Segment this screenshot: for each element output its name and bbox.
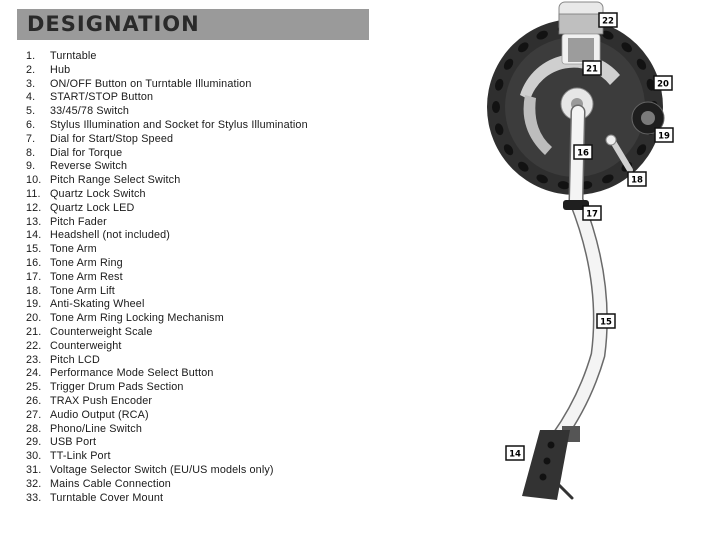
callout-21 <box>583 61 601 75</box>
item-label: TRAX Push Encoder <box>50 394 153 407</box>
item-label: Turntable Cover Mount <box>50 491 164 504</box>
item-number: 1. <box>26 50 36 62</box>
item-number: 7. <box>26 132 36 145</box>
callout-18 <box>628 172 646 186</box>
callout-17 <box>583 206 601 220</box>
item-label: Tone Arm <box>50 243 97 256</box>
designation-item <box>26 216 308 230</box>
item-label: Dial for Start/Stop Speed <box>50 132 174 145</box>
item-number: 18. <box>26 284 42 297</box>
item-number: 22. <box>26 339 42 352</box>
item-label: Hub <box>50 63 71 76</box>
callout-15 <box>597 314 615 328</box>
designation-item <box>26 423 308 437</box>
item-label: ON/OFF Button on Turntable Illumination <box>50 77 252 90</box>
item-number: 27. <box>26 408 42 421</box>
designation-item <box>26 160 308 174</box>
callout-22 <box>599 13 617 27</box>
item-number: 15. <box>26 243 42 256</box>
designation-item <box>26 147 308 161</box>
item-number: 25. <box>26 381 42 394</box>
callout-14 <box>506 446 524 460</box>
callout-16 <box>574 145 592 159</box>
designation-item <box>26 188 308 202</box>
designation-item <box>26 133 308 147</box>
designation-item <box>26 174 308 188</box>
item-number: 17. <box>26 270 42 283</box>
item-number: 8. <box>26 146 36 159</box>
item-number: 16. <box>26 256 42 269</box>
item-number: 3. <box>26 77 36 90</box>
item-label: Reverse Switch <box>50 160 128 173</box>
designation-item <box>26 285 308 299</box>
item-label: Stylus Illumination and Socket for Stylus Illumination <box>50 118 308 131</box>
item-label: TT-Link Port <box>50 450 111 463</box>
designation-item <box>26 271 308 285</box>
item-label: Counterweight Scale <box>50 325 153 338</box>
item-number: 30. <box>26 450 42 463</box>
designation-item <box>26 436 308 450</box>
item-number: 31. <box>26 463 42 476</box>
designation-item <box>26 409 308 423</box>
item-number: 20. <box>26 312 42 325</box>
item-label: Pitch LCD <box>50 353 100 366</box>
svg-text:20: 20 <box>657 79 669 90</box>
svg-text:16: 16 <box>577 148 589 159</box>
designation-item <box>26 64 308 78</box>
tone-arm-diagram <box>470 0 720 536</box>
callout-19 <box>655 128 673 142</box>
item-label: Trigger Drum Pads Section <box>50 381 184 394</box>
svg-text:19: 19 <box>658 131 670 142</box>
item-label: Counterweight <box>50 339 122 352</box>
item-number: 19. <box>26 298 42 311</box>
item-label: Quartz Lock Switch <box>50 187 146 200</box>
item-label: Tone Arm Ring <box>50 256 123 269</box>
designation-item <box>26 298 308 312</box>
item-label: Audio Output (RCA) <box>50 408 149 421</box>
designation-item <box>26 354 308 368</box>
item-label: Voltage Selector Switch (EU/US models only) <box>50 463 274 476</box>
designation-item <box>26 326 308 340</box>
designation-item <box>26 450 308 464</box>
designation-item <box>26 464 308 478</box>
designation-item <box>26 367 308 381</box>
item-label: Headshell (not included) <box>50 229 171 242</box>
item-label: Phono/Line Switch <box>50 422 142 435</box>
item-label: Quartz Lock LED <box>50 201 135 214</box>
item-number: 26. <box>26 394 42 407</box>
item-label: Performance Mode Select Button <box>50 367 214 380</box>
svg-text:21: 21 <box>586 64 598 75</box>
item-number: 11. <box>26 187 41 200</box>
item-label: Pitch Fader <box>50 215 107 228</box>
item-number: 13. <box>26 215 42 228</box>
item-number: 10. <box>26 174 42 187</box>
item-number: 29. <box>26 436 42 449</box>
item-label: 33/45/78 Switch <box>50 105 130 118</box>
designation-item <box>26 340 308 354</box>
designation-item <box>26 381 308 395</box>
item-label: Tone Arm Rest <box>50 270 123 283</box>
counterweight <box>559 2 603 64</box>
section-title: DESIGNATION <box>27 12 200 36</box>
item-label: Anti-Skating Wheel <box>50 298 145 311</box>
designation-item <box>26 202 308 216</box>
svg-text:17: 17 <box>586 209 598 220</box>
item-number: 28. <box>26 422 42 435</box>
item-number: 23. <box>26 353 42 366</box>
designation-item <box>26 312 308 326</box>
item-number: 21. <box>26 325 42 338</box>
item-number: 12. <box>26 201 42 214</box>
designation-item <box>26 105 308 119</box>
designation-item <box>26 243 308 257</box>
item-number: 6. <box>26 118 36 131</box>
designation-item <box>26 91 308 105</box>
item-number: 4. <box>26 91 36 104</box>
item-label: START/STOP Button <box>50 91 154 104</box>
item-label: Dial for Torque <box>50 146 123 159</box>
item-label: Mains Cable Connection <box>50 477 171 490</box>
callout-20 <box>654 76 672 90</box>
designation-item <box>26 229 308 243</box>
item-label: Turntable <box>50 50 97 62</box>
designation-item <box>26 478 308 492</box>
item-number: 2. <box>26 63 36 76</box>
item-number: 24. <box>26 367 42 380</box>
item-label: USB Port <box>50 436 97 449</box>
item-number: 14. <box>26 229 42 242</box>
svg-text:14: 14 <box>509 449 521 460</box>
designation-item <box>26 78 308 92</box>
item-label: Tone Arm Ring Locking Mechanism <box>50 312 224 325</box>
item-number: 32. <box>26 477 42 490</box>
item-number: 9. <box>26 160 36 173</box>
svg-text:22: 22 <box>602 16 614 27</box>
svg-text:18: 18 <box>631 175 643 186</box>
item-number: 5. <box>26 105 36 118</box>
designation-item <box>26 395 308 409</box>
section-header <box>17 9 369 40</box>
item-label: Tone Arm Lift <box>50 284 115 297</box>
designation-list <box>26 50 308 505</box>
designation-item <box>26 492 308 506</box>
headshell <box>522 426 580 500</box>
designation-item <box>26 119 308 133</box>
item-number: 33. <box>26 491 42 504</box>
designation-item <box>26 50 308 64</box>
svg-text:15: 15 <box>600 317 612 328</box>
designation-item <box>26 257 308 271</box>
item-label: Pitch Range Select Switch <box>50 174 181 187</box>
